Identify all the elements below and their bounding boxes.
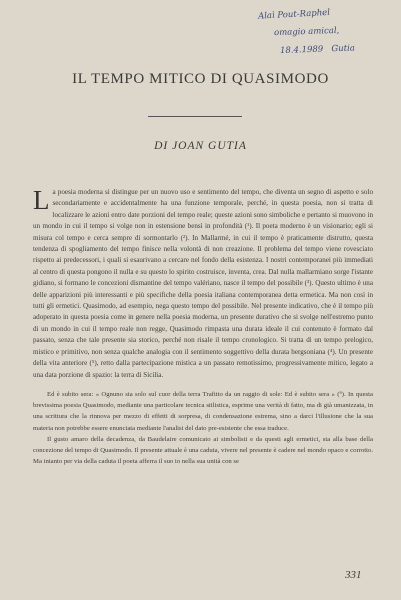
dedication-line-1: Alaì Pout-Raphel xyxy=(257,7,331,22)
article-title: IL TEMPO MITICO DI QUASIMODO xyxy=(72,71,329,87)
paragraph-3: Il gusto amaro della decadenza, da Baudelaire comunicato ai simbolisti e da questi agli ermetici, sta alla base della concezione del tempo di Quasimodo. Il presente attuale è una caduta, vivere nel presente è cadere nel mondo opaco e corrotto. Ma intanto per via della caduta il poeta afferra il suo io nella sua unità con se xyxy=(33,435,373,466)
paragraph-1: La poesia moderna si distingue per un nuovo uso e sentimento del tempo, che diventa un segno di aspetto e solo secondariamente e accidentalmente ha una funzione temporale, perché, in questa poesia, non si tratta di localizzare le azioni entro date porzioni del tempo reale; queste azioni sono simboliche e pertanto si muovono in un mondo in cui il tempo si volge non in estensione bensì in profondità (¹). Il poeta moderno è un visionario; egli si misura col tempo e cerca sempre di sormontarlo (²). In Mallarmé, in cui il tempo è praticamente distrutto, questa tendenza di spogliamento del tempo finisce nella volontà di non creazione. Il problema del tempo viene rovesciato rispetto ai predecessori, i quali si esaurivano a cercare nel fondo della esistenza. I nostri contemporanei più immediati al centro di questa pongono il nulla e su questo lo spirito costruisce, inventa, crea. Dal nulla mallarmiano sorge l'istante gidiano, si formano le concezioni dismantine del tempo valériano, nasce il tempo del possibile (³). Questo ultimo è una delle apparizioni più interessanti e più specifiche della poesia italiana contemporanea detta ermetica. Ma non così in tutti gli ermetici. Quasimodo, ad esempio, nega questo tempo del possibile. Nel presente indicativo, che è il tempo più adoperato in questa poesia come in genere nella poesia moderna, un presente durativo che si svolge nell'estremo punto di un mondo in cui il tempo reale non regge, Quasimodo rimpasta una durata ideale il cui contenuto è formato dal passato, senza che tale presente sia storico, perché non risale il tempo cronologico. Si tratta di un tempo prelogico, mistico e primitivo, non senza qualche analogia con il sentimento soggettivo della durata bergsoniana (⁴). Un presente della vita anteriore (⁵), retto dalla partecipazione mistica a un passato remotissimo, progressivamente mitico, legato a una data porzione di spazio: la terra di Sicilia. xyxy=(33,185,373,379)
title-divider xyxy=(148,116,242,117)
dedication-line-3 xyxy=(280,38,398,60)
article-author: DI JOAN GUTIA xyxy=(154,140,247,152)
paragraph-2: Ed è subito sera: « Ognuno sta solo sul cuor della terra Trafitto da un raggio di sole: Ed è subito sera » (⁶). In questa brevissima poesia Quasimodo, mediante una particolare tecnica stilistica, esprime una verità di fatto, ma di già umanizzata, in una scrittura che la rinnova per mezzo di effetti di sorpresa, di condensazione estrema, sino a darci l'illusione che la sua materia non potrebbe essere enunciata mediante l'analisi del dato pre-esistente che essa traduce. xyxy=(33,390,373,432)
dedication-line-2: omagio amical, xyxy=(273,25,340,39)
article-body xyxy=(33,187,373,467)
handwritten-dedication xyxy=(252,4,397,58)
dedication-date: 18.4.1989 xyxy=(279,44,324,57)
dedication-signature: Gutia xyxy=(331,43,356,55)
page-number: 331 xyxy=(345,569,362,581)
